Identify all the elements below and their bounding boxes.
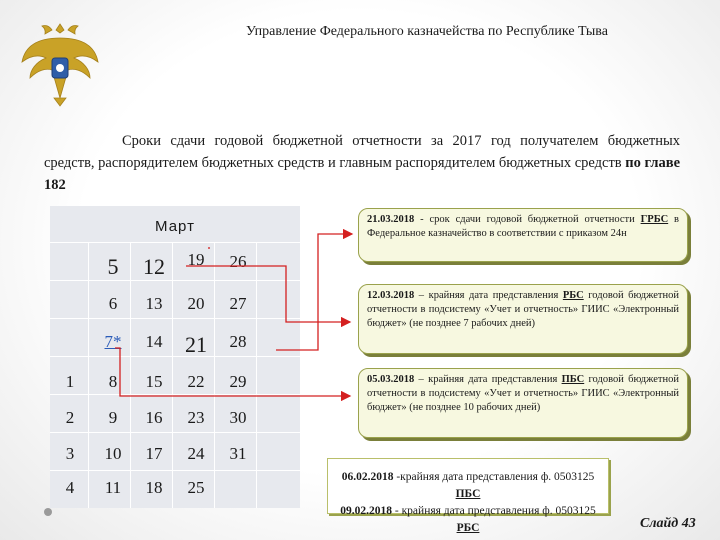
callout-text: годовой бюджетной отчетности в подсистему «Учет и отчетность» ГИИС «Электронный бюджет» (не позднее 7 рабочих дней)	[367, 290, 679, 329]
calendar-day: 3	[65, 444, 75, 463]
callout-rbs-deadline	[358, 284, 688, 354]
calendar-day: 5	[107, 254, 119, 279]
calendar-day: 23	[187, 408, 205, 427]
callout-grbs-deadline	[358, 208, 688, 262]
page-header: Управление Федерального казначейства по Республике Тыва	[246, 24, 608, 39]
intro-bold-text: по главе 182	[44, 155, 680, 193]
calendar-day: 12	[143, 254, 165, 279]
callout-date: 05.03.2018	[367, 374, 415, 385]
calendar-day: 20	[187, 294, 205, 313]
deadline-date: 06.02.2018	[341, 471, 394, 483]
calendar-day: 9	[108, 408, 118, 427]
deadline-line-rbs	[328, 503, 608, 537]
callout-org: ГРБС	[640, 214, 669, 225]
deadline-date: 09.02.2018	[340, 505, 393, 517]
deadline-org: РБС	[456, 522, 480, 534]
callout-text: - срок сдачи годовой бюджетной отчетности	[414, 214, 641, 225]
calendar-day: 1	[65, 372, 75, 391]
calendar-day: 31	[229, 444, 247, 463]
callout-text: годовой бюджетной отчетности в подсистему «Учет и отчетность» ГИИС «Электронный бюджет» (не позднее 10 рабочих дней)	[367, 374, 679, 413]
intro-text: Сроки сдачи годовой бюджетной отчетности за 2017 год получателем бюджетных средств, распорядителем бюджетных средств и главным распорядителем бюджетных средств	[44, 133, 680, 171]
calendar-day: 28	[229, 332, 247, 351]
deadline-text: - крайняя дата представления ф. 0503125	[392, 505, 596, 517]
calendar-day: 25	[187, 478, 205, 497]
callout-org: ПБС	[561, 374, 585, 385]
calendar-day: 6	[108, 294, 118, 313]
deadline-org: ПБС	[455, 488, 481, 500]
calendar-day: 21	[185, 332, 207, 357]
calendar-day: 10	[104, 444, 122, 463]
calendar-day: 4	[65, 478, 75, 497]
callout-date: 21.03.2018	[367, 214, 415, 225]
deadline-line-pbs	[328, 469, 608, 503]
decorative-dot	[44, 508, 52, 516]
calendar-day: 30	[229, 408, 247, 427]
callout-org: РБС	[562, 290, 584, 301]
callout-text: – крайняя дата представления	[414, 290, 563, 301]
callout-date: 12.03.2018	[367, 290, 415, 301]
calendar-day: 8	[108, 372, 118, 391]
calendar-month-title: Март	[155, 218, 195, 235]
calendar-day: 2	[65, 408, 75, 427]
connector-line-2	[186, 266, 350, 322]
deadline-text: -крайняя дата представления ф. 0503125	[393, 471, 595, 483]
callout-pbs-deadline	[358, 368, 688, 438]
connector-line-3	[115, 348, 350, 396]
calendar-day: 24	[187, 444, 205, 463]
calendar-day: 13	[145, 294, 163, 313]
calendar-day: 22	[187, 372, 205, 391]
calendar-day: 17	[145, 444, 163, 463]
calendar-day: 19	[187, 250, 205, 269]
calendar-day: 14	[145, 332, 163, 351]
callout-text: – крайняя дата представления	[414, 374, 562, 385]
calendar-day: 27	[229, 294, 247, 313]
calendar-day-marked-text: 7*	[104, 332, 122, 351]
connector-line-1	[276, 234, 352, 350]
form-0503125-deadlines	[327, 458, 609, 534]
calendar-day: 29	[229, 372, 247, 391]
calendar-day: 18	[145, 478, 163, 497]
calendar-day: 26	[229, 252, 247, 271]
calendar-day: 15	[145, 372, 163, 391]
callout-text: в Федеральное казначейство в соответствии с приказом 24н	[367, 214, 679, 239]
calendar-day: 16	[145, 408, 163, 427]
calendar-day: 11	[104, 478, 122, 497]
slide-number: Слайд 43	[640, 516, 696, 531]
